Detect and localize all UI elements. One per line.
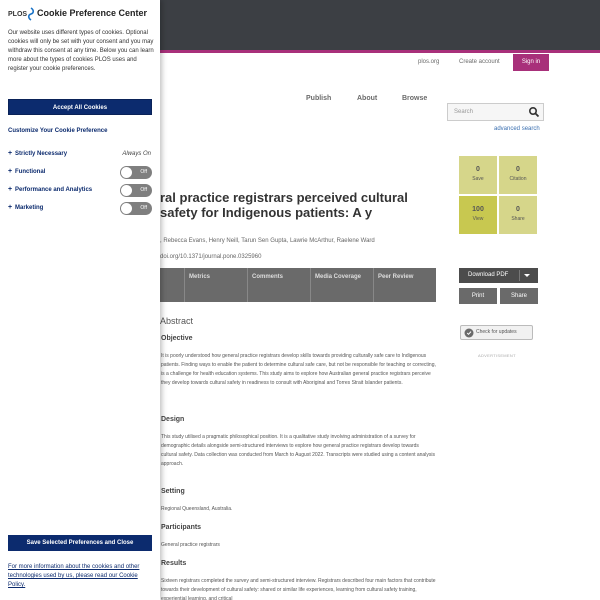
metric-label: Save [472, 176, 484, 182]
advertisement-label: ADVERTISEMENT [478, 353, 516, 358]
cookie-policy-link[interactable]: For more information about the cookies and other technologies used by us, please read our Cookie Policy. [8, 564, 140, 588]
download-pdf-button[interactable] [459, 268, 538, 283]
metric-value: 0 [516, 206, 520, 213]
toggle-state: Off [140, 169, 147, 175]
search-placeholder: Search [454, 109, 474, 115]
plus-icon[interactable]: + [8, 150, 13, 157]
tab-peer-review[interactable]: Peer Review [373, 268, 436, 302]
section-heading-design: Design [161, 416, 185, 423]
metric-label: Share [511, 216, 525, 222]
pref-label: Performance and Analytics [15, 187, 93, 193]
author-list[interactable]: , Rebecca Evans, Henry Neill, Tarun Sen Gupta, Lawrie McArthur, Raelene Ward [160, 238, 375, 244]
pref-performance-analytics[interactable] [8, 185, 152, 197]
plos-org-link[interactable]: plos.org [418, 59, 440, 65]
metric-value: 0 [476, 166, 480, 173]
section-text-design: This study utilised a pragmatic philosophical position. It is a qualitative study involving administration of a survey for demographic details alongside semi-structured interviews to explore how general practice registrars develop towards cultural safety. Data collection was conducted from March to August 2022. Transcripts were studied using a content analysis approach. [161, 434, 435, 467]
tab-article[interactable] [160, 268, 184, 302]
article-title: ral practice registrars perceived cultural safety for Indigenous patients: A y [160, 190, 408, 220]
section-text-participants: General practice registrars [161, 542, 220, 548]
toggle-knob [121, 185, 132, 196]
search-input[interactable] [447, 103, 544, 121]
save-preferences-button[interactable]: Save Selected Preferences and Close [8, 535, 152, 551]
pref-label: Strictly Necessary [15, 151, 68, 157]
tab-media-coverage[interactable]: Media Coverage [310, 268, 373, 302]
section-text-results: Sixteen registrars completed the survey and semi-structured interview. Registrars described four main factors that contribute towards their development of cultural safety: shared or similar life experiences, learning from cultural safety training, experiential learning, and critical [161, 578, 436, 600]
article-tabs [160, 268, 436, 302]
pref-strictly-necessary[interactable] [8, 149, 152, 161]
metric-label: Citation [509, 176, 527, 182]
cookie-panel-description: Our website uses different types of cookies. Optional cookies will only be set with your consent and you may withdraw this consent at any time. Below you can learn more about the types of cookies PLOS uses and register your cookie preferences. [8, 30, 154, 72]
divider [519, 270, 520, 281]
toggle-knob [121, 167, 132, 178]
doi-link[interactable]: doi.org/10.1371/journal.pone.0325960 [160, 254, 262, 260]
metric-value: 0 [516, 166, 520, 173]
toggle-knob [121, 203, 132, 214]
toggle-state: Off [140, 187, 147, 193]
metric-label: View [472, 216, 484, 222]
plos-logo-icon [26, 7, 36, 21]
performance-toggle[interactable] [120, 184, 152, 197]
tab-comments[interactable]: Comments [247, 268, 310, 302]
search-icon[interactable] [528, 106, 540, 118]
cookie-preference-panel [0, 0, 160, 600]
nav-publish[interactable]: Publish [306, 95, 332, 102]
section-heading-objective: Objective [161, 335, 193, 342]
pref-label: Marketing [15, 205, 44, 211]
section-heading-setting: Setting [161, 488, 185, 495]
advanced-search-link[interactable]: advanced search [494, 126, 540, 132]
check-for-updates-label: Check for updates [476, 329, 517, 335]
plus-icon[interactable]: + [8, 168, 13, 175]
pref-marketing[interactable] [8, 203, 152, 215]
sign-in-button[interactable]: Sign in [513, 54, 549, 71]
plos-logo: PLOS [8, 11, 28, 18]
metric-value: 100 [472, 206, 484, 213]
check-for-updates-button[interactable] [460, 325, 533, 340]
plus-icon[interactable]: + [8, 186, 13, 193]
tab-metrics[interactable]: Metrics [184, 268, 247, 302]
cookie-panel-title: Cookie Preference Center [37, 8, 148, 18]
download-pdf-label: Download PDF [468, 272, 509, 278]
functional-toggle[interactable] [120, 166, 152, 179]
section-heading-results: Results [161, 560, 187, 567]
metric-citation[interactable] [499, 156, 537, 194]
abstract-heading: Abstract [160, 316, 194, 326]
nav-about[interactable]: About [357, 95, 378, 102]
pref-status: Always On [122, 151, 151, 157]
marketing-toggle[interactable] [120, 202, 152, 215]
caret-down-icon[interactable] [524, 274, 530, 277]
plus-icon[interactable]: + [8, 204, 13, 211]
section-text-objective: It is poorly understood how general practice registrars develop skills towards providing culturally safe care to Indigenous patients. Finding ways to enable the patient to determine cultural safe care, but not be responsible for teaching or correcting, is a challenge for health education systems. This study aims to explore how Australian general practice registrars perceive they develop towards cultural safety in readiness to consult with Aboriginal and Torres Strait Islander patients. [161, 353, 436, 386]
metric-view[interactable] [459, 196, 497, 234]
section-text-setting: Regional Queensland, Australia. [161, 506, 233, 512]
pref-label: Functional [15, 169, 46, 175]
customize-heading: Customize Your Cookie Preference [8, 128, 108, 134]
nav-browse[interactable]: Browse [402, 95, 428, 102]
section-heading-participants: Participants [161, 524, 202, 531]
crossmark-icon [464, 328, 474, 338]
print-button[interactable]: Print [459, 288, 497, 304]
toggle-state: Off [140, 205, 147, 211]
accept-all-cookies-button[interactable]: Accept All Cookies [8, 99, 152, 115]
pref-functional[interactable] [8, 167, 152, 179]
create-account-link[interactable]: Create account [459, 59, 500, 65]
share-button[interactable]: Share [500, 288, 538, 304]
metric-share[interactable] [499, 196, 537, 234]
metric-save[interactable] [459, 156, 497, 194]
